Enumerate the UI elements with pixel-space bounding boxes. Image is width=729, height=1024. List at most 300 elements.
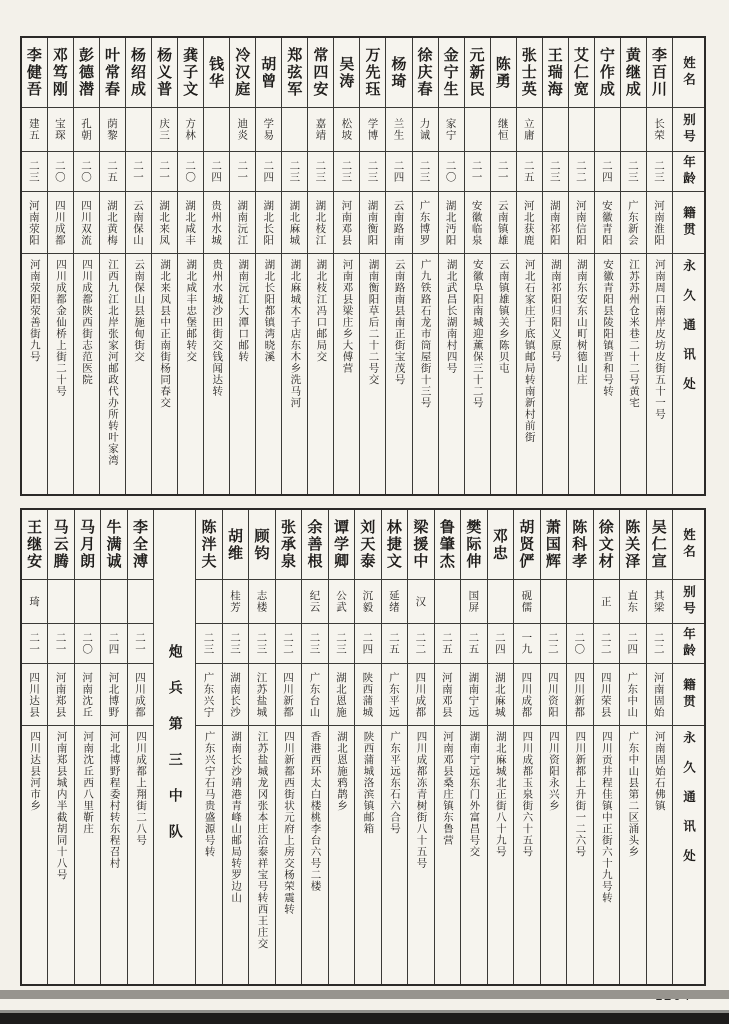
person-alias: 继恒: [496, 118, 509, 141]
person-native: 河南邓县: [340, 199, 353, 246]
person-age-cell: [196, 624, 221, 664]
person-native: 云南镇雄: [496, 199, 509, 246]
person-native-cell: [360, 192, 385, 254]
person-column: [354, 510, 380, 984]
person-age-cell: [382, 624, 407, 664]
person-name-cell: [413, 38, 438, 108]
person-alias: 建五: [27, 118, 40, 141]
person-alias: 砚儒: [520, 590, 533, 613]
person-age-cell: [100, 152, 125, 192]
person-name-cell: [302, 510, 327, 580]
person-native-cell: [569, 192, 594, 254]
header-age-cell: [673, 624, 704, 664]
person-name-cell: [594, 510, 619, 580]
person-address-cell: [567, 726, 592, 984]
header-column: [672, 38, 704, 494]
person-alias-cell: [461, 580, 486, 624]
person-name-cell: [22, 510, 47, 580]
person-column: [151, 38, 177, 494]
header-age-cell: [673, 152, 704, 192]
person-age: 二一: [158, 160, 171, 183]
person-native-cell: [329, 664, 354, 726]
person-name: 樊际伸: [464, 519, 483, 570]
person-column: [248, 510, 274, 984]
person-native: 安徽临泉: [470, 199, 483, 246]
person-address-cell: [196, 726, 221, 984]
person-native-cell: [594, 664, 619, 726]
person-column: [301, 510, 327, 984]
person-address-cell: [647, 254, 672, 494]
person-native-cell: [196, 664, 221, 726]
person-name-cell: [100, 38, 125, 108]
person-address: 江苏苏州仓米巷二十二号黄宅: [627, 259, 640, 409]
person-alias-cell: [413, 108, 438, 152]
scan-edge-shadow: [0, 990, 729, 999]
person-native: 湖北恩施: [334, 671, 347, 718]
person-name: 彭德潜: [76, 47, 95, 98]
person-column: [22, 510, 47, 984]
person-alias-cell: [204, 108, 229, 152]
person-alias: 庆三: [158, 118, 171, 141]
person-name: 万先珏: [363, 47, 382, 98]
person-column: [487, 510, 513, 984]
person-address-cell: [620, 726, 645, 984]
person-native: 广东平远: [387, 671, 400, 718]
person-name-cell: [282, 38, 307, 108]
person-age: 二〇: [573, 632, 586, 655]
person-native: 四川成都: [53, 199, 66, 246]
person-address: 四川新都西街状元府上房交杨荣震转: [283, 731, 296, 915]
person-name: 郑弦军: [285, 47, 304, 98]
person-address: 湖南祁阳归阳义原号: [549, 259, 562, 363]
header-address-cell: [673, 726, 704, 984]
person-name: 邓笃刚: [50, 47, 69, 98]
person-address: 河南邓县梁庄乡大傅营: [341, 259, 354, 374]
person-alias-cell: [334, 108, 359, 152]
person-address-cell: [413, 254, 438, 494]
person-native: 四川资阳: [546, 671, 559, 718]
person-native: 河南邓县: [440, 671, 453, 718]
person-alias-cell: [126, 108, 151, 152]
person-age: 二〇: [444, 160, 457, 183]
person-name-cell: [230, 38, 255, 108]
unit-label: 炮兵第三中队: [166, 644, 183, 860]
person-native: 四川荣县: [599, 671, 612, 718]
person-address: 贵州水城沙田街交钱闻达转: [211, 259, 224, 397]
person-column: [359, 38, 385, 494]
person-alias-cell: [439, 108, 464, 152]
person-name: 谭学卿: [331, 519, 350, 570]
person-native: 河南信阳: [574, 199, 587, 246]
person-name-cell: [621, 38, 646, 108]
person-age-cell: [386, 152, 411, 192]
person-age-cell: [249, 624, 274, 664]
person-age-cell: [178, 152, 203, 192]
person-native-cell: [101, 664, 126, 726]
person-alias-cell: [128, 580, 153, 624]
person-column: [125, 38, 151, 494]
person-age: 二二: [414, 632, 427, 655]
person-age: 二三: [652, 160, 665, 183]
person-name-cell: [223, 510, 248, 580]
person-name-cell: [439, 38, 464, 108]
person-alias-cell: [594, 580, 619, 624]
person-alias-cell: [302, 580, 327, 624]
person-address: 四川成都陕西街志范医院: [81, 259, 93, 386]
person-name: 萧国辉: [543, 519, 562, 570]
person-alias-cell: [196, 580, 221, 624]
person-column: [516, 38, 542, 494]
person-alias-cell: [22, 580, 47, 624]
person-column: [593, 510, 619, 984]
person-alias-cell: [621, 108, 646, 152]
person-column: [646, 510, 672, 984]
person-address: 云南路南县南正街宝茂号: [393, 259, 406, 386]
person-native-cell: [567, 664, 592, 726]
person-age: 二三: [314, 160, 327, 183]
person-name-cell: [276, 510, 301, 580]
person-alias-cell: [355, 580, 380, 624]
person-name-cell: [128, 510, 153, 580]
person-column: [540, 510, 566, 984]
person-column: [460, 510, 486, 984]
person-age-cell: [75, 624, 100, 664]
person-alias-cell: [382, 580, 407, 624]
person-column: [127, 510, 153, 984]
person-native-cell: [178, 192, 203, 254]
person-name-cell: [48, 510, 73, 580]
person-address: 湖北麻城木子店东木乡洗马河: [289, 259, 302, 409]
person-age: 二四: [600, 160, 613, 183]
person-age-cell: [595, 152, 620, 192]
person-native-cell: [256, 192, 281, 254]
person-address-cell: [386, 254, 411, 494]
person-alias: 迪炎: [236, 118, 249, 141]
person-name: 陈泮夫: [199, 519, 218, 570]
person-age-cell: [223, 624, 248, 664]
person-native: 广东兴宁: [202, 671, 215, 718]
person-age: 二五: [440, 632, 453, 655]
person-column: [99, 38, 125, 494]
person-native: 河南淮阳: [652, 199, 665, 246]
person-age: 二三: [418, 160, 431, 183]
person-age: 二二: [574, 160, 587, 183]
person-address-cell: [302, 726, 327, 984]
person-alias: 家宁: [444, 118, 457, 141]
person-address-cell: [48, 254, 73, 494]
person-address: 江西九江北岸张家河邮政代办所转叶家湾: [107, 259, 120, 466]
person-address: 湖北武昌长湖南村四号: [445, 259, 458, 374]
person-name-cell: [435, 510, 460, 580]
person-age: 二四: [210, 160, 223, 183]
person-name: 钱华: [207, 55, 226, 90]
person-age: 二四: [392, 160, 405, 183]
person-native-cell: [465, 192, 490, 254]
person-native: 湖南沅江: [236, 199, 249, 246]
person-native-cell: [223, 664, 248, 726]
person-name-cell: [126, 38, 151, 108]
person-name: 鲁肇杰: [437, 519, 456, 570]
person-address-cell: [439, 254, 464, 494]
person-alias: 力诚: [418, 118, 431, 141]
person-age: 二〇: [184, 160, 197, 183]
person-native: 河北博野: [107, 671, 120, 718]
person-column: [177, 38, 203, 494]
person-column: [47, 38, 73, 494]
person-native-cell: [647, 664, 672, 726]
person-name-cell: [567, 510, 592, 580]
header-native-cell: [673, 664, 704, 726]
person-column: [222, 510, 248, 984]
person-alias: 学博: [366, 118, 379, 141]
person-alias-cell: [329, 580, 354, 624]
person-address: 河北石家庄于底镇邮局转南新村前街: [523, 259, 536, 443]
person-address: 安徽阜阳南城迎薰保三十二号: [471, 259, 484, 409]
person-age-cell: [620, 624, 645, 664]
person-column: [381, 510, 407, 984]
person-address-cell: [329, 726, 354, 984]
person-address: 河南沈丘西八里靳庄: [82, 731, 95, 835]
person-address: 湖北麻城北正街八十九号: [494, 731, 507, 858]
person-native-cell: [408, 664, 433, 726]
person-name-cell: [334, 38, 359, 108]
header-alias-label: 别号: [681, 585, 697, 618]
person-column: [434, 510, 460, 984]
person-address-cell: [514, 726, 539, 984]
person-name-cell: [382, 510, 407, 580]
person-column: [568, 38, 594, 494]
person-alias-cell: [178, 108, 203, 152]
person-alias: 志楼: [255, 590, 268, 613]
person-alias: 兰生: [392, 118, 405, 141]
person-native: 河南郑县: [54, 671, 67, 718]
person-name: 林捷文: [384, 519, 403, 570]
person-age: 二三: [288, 160, 301, 183]
person-native-cell: [435, 664, 460, 726]
person-alias-cell: [620, 580, 645, 624]
person-native: 湖南宁远: [467, 671, 480, 718]
person-native-cell: [308, 192, 333, 254]
person-name-cell: [204, 38, 229, 108]
person-name: 吴涛: [337, 55, 356, 90]
person-name-cell: [647, 38, 672, 108]
person-column: [333, 38, 359, 494]
person-address-cell: [543, 254, 568, 494]
person-address: 湖北恩施鸦鹊乡: [336, 731, 348, 812]
person-column: [407, 510, 433, 984]
person-address-cell: [256, 254, 281, 494]
person-alias: 孔朝: [79, 118, 92, 141]
person-address-cell: [541, 726, 566, 984]
person-name-cell: [355, 510, 380, 580]
person-column: [513, 510, 539, 984]
person-age-cell: [48, 624, 73, 664]
person-name: 龚子文: [181, 47, 200, 98]
person-name-cell: [178, 38, 203, 108]
roster-table-bottom: [20, 508, 706, 986]
person-alias: 松坡: [340, 118, 353, 141]
scan-edge-dark: [0, 1013, 729, 1024]
person-native: 云南保山: [132, 199, 145, 246]
person-address-cell: [382, 726, 407, 984]
person-age-cell: [74, 152, 99, 192]
person-address-cell: [621, 254, 646, 494]
person-alias: 方林: [184, 118, 197, 141]
person-name: 马云腾: [51, 519, 70, 570]
header-age-label: 年龄: [681, 155, 697, 188]
person-age: 二五: [522, 160, 535, 183]
person-age: 二二: [599, 632, 612, 655]
person-name-cell: [22, 38, 47, 108]
person-alias-cell: [152, 108, 177, 152]
person-name: 陈关泽: [623, 519, 642, 570]
person-address-cell: [249, 726, 274, 984]
person-address-cell: [128, 726, 153, 984]
person-alias-cell: [488, 580, 513, 624]
person-native-cell: [75, 664, 100, 726]
person-address-cell: [178, 254, 203, 494]
person-native-cell: [386, 192, 411, 254]
person-name-cell: [517, 38, 542, 108]
person-alias-cell: [408, 580, 433, 624]
person-alias-cell: [308, 108, 333, 152]
person-address: 四川成都玉泉街六十五号: [521, 731, 534, 858]
person-age: 二四: [493, 632, 506, 655]
person-name-cell: [569, 38, 594, 108]
person-address-cell: [595, 254, 620, 494]
person-alias-cell: [256, 108, 281, 152]
person-native: 河南沈丘: [81, 671, 94, 718]
person-age-cell: [569, 152, 594, 192]
person-age-cell: [491, 152, 516, 192]
header-native-label: 籍贯: [681, 206, 697, 239]
person-column: [619, 510, 645, 984]
person-age: 二一: [236, 160, 249, 183]
person-address: 河南周口南岸皮坊皮街五十一号: [654, 259, 667, 420]
person-age: 二〇: [53, 160, 66, 183]
person-address: 四川达县河市乡: [29, 731, 42, 812]
person-age-cell: [256, 152, 281, 192]
person-address-cell: [75, 726, 100, 984]
person-name-cell: [196, 510, 221, 580]
person-address-cell: [282, 254, 307, 494]
person-name-cell: [620, 510, 645, 580]
person-age: 二五: [105, 160, 118, 183]
person-address: 湖北枝江冯口邮局交: [315, 259, 328, 363]
person-age-cell: [465, 152, 490, 192]
person-age: 二四: [107, 632, 120, 655]
person-age-cell: [48, 152, 73, 192]
person-native: 湖北麻城: [493, 671, 506, 718]
person-alias-cell: [101, 580, 126, 624]
person-alias-cell: [249, 580, 274, 624]
person-age: 二四: [361, 632, 374, 655]
person-age: 二三: [626, 160, 639, 183]
person-native-cell: [249, 664, 274, 726]
person-address: 湖南衡阳草后二十二号交: [367, 259, 380, 386]
person-age: 二一: [54, 632, 67, 655]
person-address: 湖北来凤县中正南街杨同春交: [159, 259, 172, 409]
header-alias-cell: [673, 108, 704, 152]
person-address: 湖南宁远东门外富昌号交: [468, 731, 481, 858]
person-age: 二一: [470, 160, 483, 183]
person-name: 杨绍成: [129, 47, 148, 98]
person-native: 湖北沔阳: [444, 199, 457, 246]
person-address-cell: [360, 254, 385, 494]
header-address-cell: [673, 254, 704, 494]
person-name: 胡维: [226, 527, 244, 562]
person-native: 安徽青阳: [600, 199, 613, 246]
person-age-cell: [22, 152, 47, 192]
person-age: 二三: [308, 632, 321, 655]
header-age-label: 年龄: [681, 627, 697, 660]
person-native: 广东台山: [308, 671, 321, 718]
person-age-cell: [152, 152, 177, 192]
person-column: [307, 38, 333, 494]
person-address: 广东兴宁石马贵盛源号转: [203, 731, 216, 858]
person-alias: 琦: [28, 595, 41, 608]
person-age: 二三: [340, 160, 353, 183]
person-alias-cell: [230, 108, 255, 152]
person-age-cell: [230, 152, 255, 192]
person-address: 河南固始石佛镇: [653, 731, 666, 812]
unit-label-cell: [154, 510, 195, 984]
person-alias-cell: [647, 580, 672, 624]
person-native: 湖北黄梅: [105, 199, 118, 246]
person-native-cell: [22, 192, 47, 254]
person-name-cell: [74, 38, 99, 108]
person-native-cell: [282, 192, 307, 254]
person-address-cell: [48, 726, 73, 984]
person-native-cell: [413, 192, 438, 254]
person-column: [47, 510, 73, 984]
person-alias-cell: [491, 108, 516, 152]
person-alias-cell: [514, 580, 539, 624]
person-name-cell: [249, 510, 274, 580]
person-name: 徐文材: [596, 519, 615, 570]
roster-table-top: [20, 36, 706, 496]
person-address-cell: [276, 726, 301, 984]
person-alias-cell: [435, 580, 460, 624]
header-name-cell: [673, 38, 704, 108]
person-native: 湖北枝江: [314, 199, 327, 246]
person-address: 四川贡井程佳镇中正街六十九号转: [600, 731, 613, 904]
person-address: 湖南沅江大潭口邮转: [237, 259, 250, 363]
person-column: [490, 38, 516, 494]
person-address: 四川资阳永兴乡: [547, 731, 560, 812]
person-age: 二一: [496, 160, 509, 183]
person-name-cell: [461, 510, 486, 580]
person-address-cell: [101, 726, 126, 984]
person-native-cell: [128, 664, 153, 726]
person-name: 陈勇: [493, 55, 512, 90]
person-native: 四川成都: [134, 671, 147, 718]
person-native: 湖北麻城: [288, 199, 301, 246]
person-alias: 其梁: [652, 590, 665, 613]
person-address-cell: [355, 726, 380, 984]
person-native: 湖南长沙: [229, 671, 241, 718]
person-column: [100, 510, 126, 984]
person-name: 胡曾: [259, 55, 278, 90]
person-age: 二〇: [79, 160, 92, 183]
person-native: 湖北咸丰: [184, 199, 197, 246]
person-address: 四川新都上升街一二六号: [574, 731, 587, 858]
person-native-cell: [355, 664, 380, 726]
header-name-label: 姓名: [681, 528, 697, 561]
person-address-cell: [647, 726, 672, 984]
person-age-cell: [439, 152, 464, 192]
person-name-cell: [256, 38, 281, 108]
